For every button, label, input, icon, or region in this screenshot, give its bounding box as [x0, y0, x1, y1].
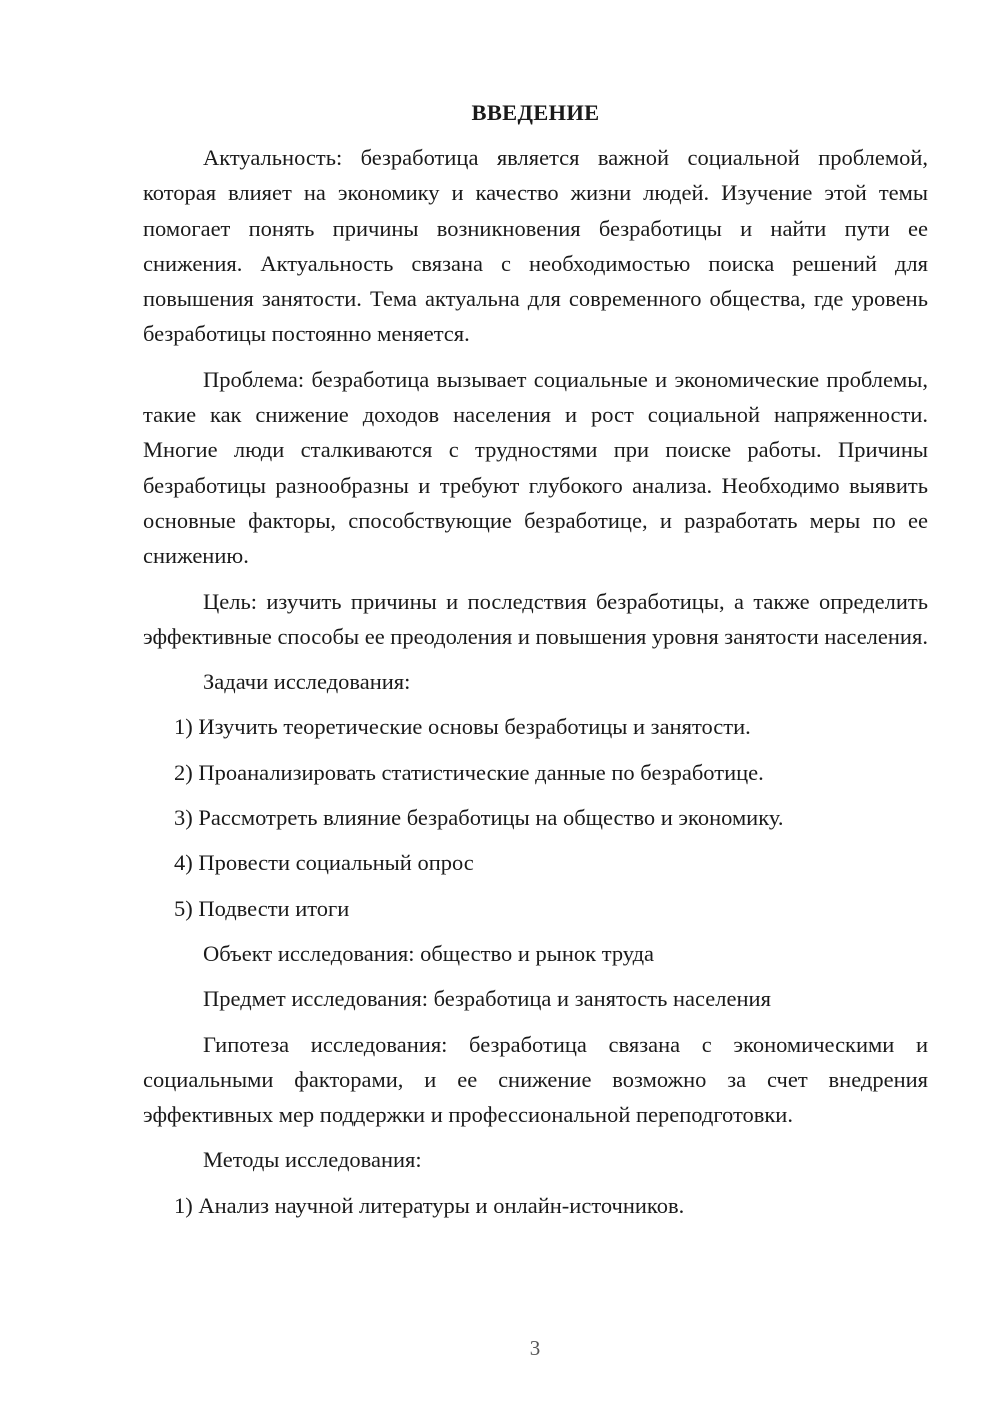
task-item: 2) Проанализировать статистические данные по безработице.: [174, 759, 764, 785]
goal-paragraph: Цель: изучить причины и последствия безработицы, а также определить эффективные способы ее преодоления и повышения уровня занятости населения.: [143, 588, 928, 649]
tasks-list: [143, 709, 928, 925]
task-item: 3) Рассмотреть влияние безработицы на общество и экономику.: [174, 805, 784, 831]
problem-paragraph: Проблема: безработица вызывает социальные и экономические проблемы, такие как снижение доходов населения и рост социальной напряженности. Многие люди сталкиваются с трудностями при поиске работы. Причины безработицы разнообразны и требуют глубокого анализа. Необходимо выявить основные факторы, способствующие безработице, и разработать меры по ее снижению.: [143, 366, 928, 569]
research-object: Объект исследования: общество и рынок труда: [203, 940, 655, 966]
section-title: ВВЕДЕНИЕ: [471, 100, 600, 125]
relevance-paragraph: Актуальность: безработица является важной социальной проблемой, которая влияет на экономику и качество жизни людей. Изучение этой темы помогает понять причины возникновения безработицы и найти пути ее снижения. Актуальность связана с необходимостью поиска решений для повышения занятости. Тема актуальна для современного общества, где уровень безработицы постоянно меняется.: [143, 145, 928, 347]
methods-heading: Методы исследования:: [203, 1147, 422, 1173]
methods-list: [143, 1188, 928, 1223]
page-number: 3: [529, 1336, 541, 1360]
task-item: 4) Провести социальный опрос: [174, 850, 474, 876]
document-body: [143, 95, 928, 1233]
task-item: 5) Подвести итоги: [174, 895, 350, 921]
hypothesis-paragraph: Гипотеза исследования: безработица связана с экономическими и социальными факторами, и ее снижение возможно за счет внедрения эффективных мер поддержки и профессиональной переподготовки.: [143, 1031, 928, 1128]
task-item: 1) Изучить теоретические основы безработицы и занятости.: [174, 714, 751, 740]
method-item: 1) Анализ научной литературы и онлайн-источников.: [174, 1192, 685, 1218]
tasks-heading: Задачи исследования:: [203, 669, 411, 695]
research-subject: Предмет исследования: безработица и занятость населения: [203, 986, 771, 1012]
